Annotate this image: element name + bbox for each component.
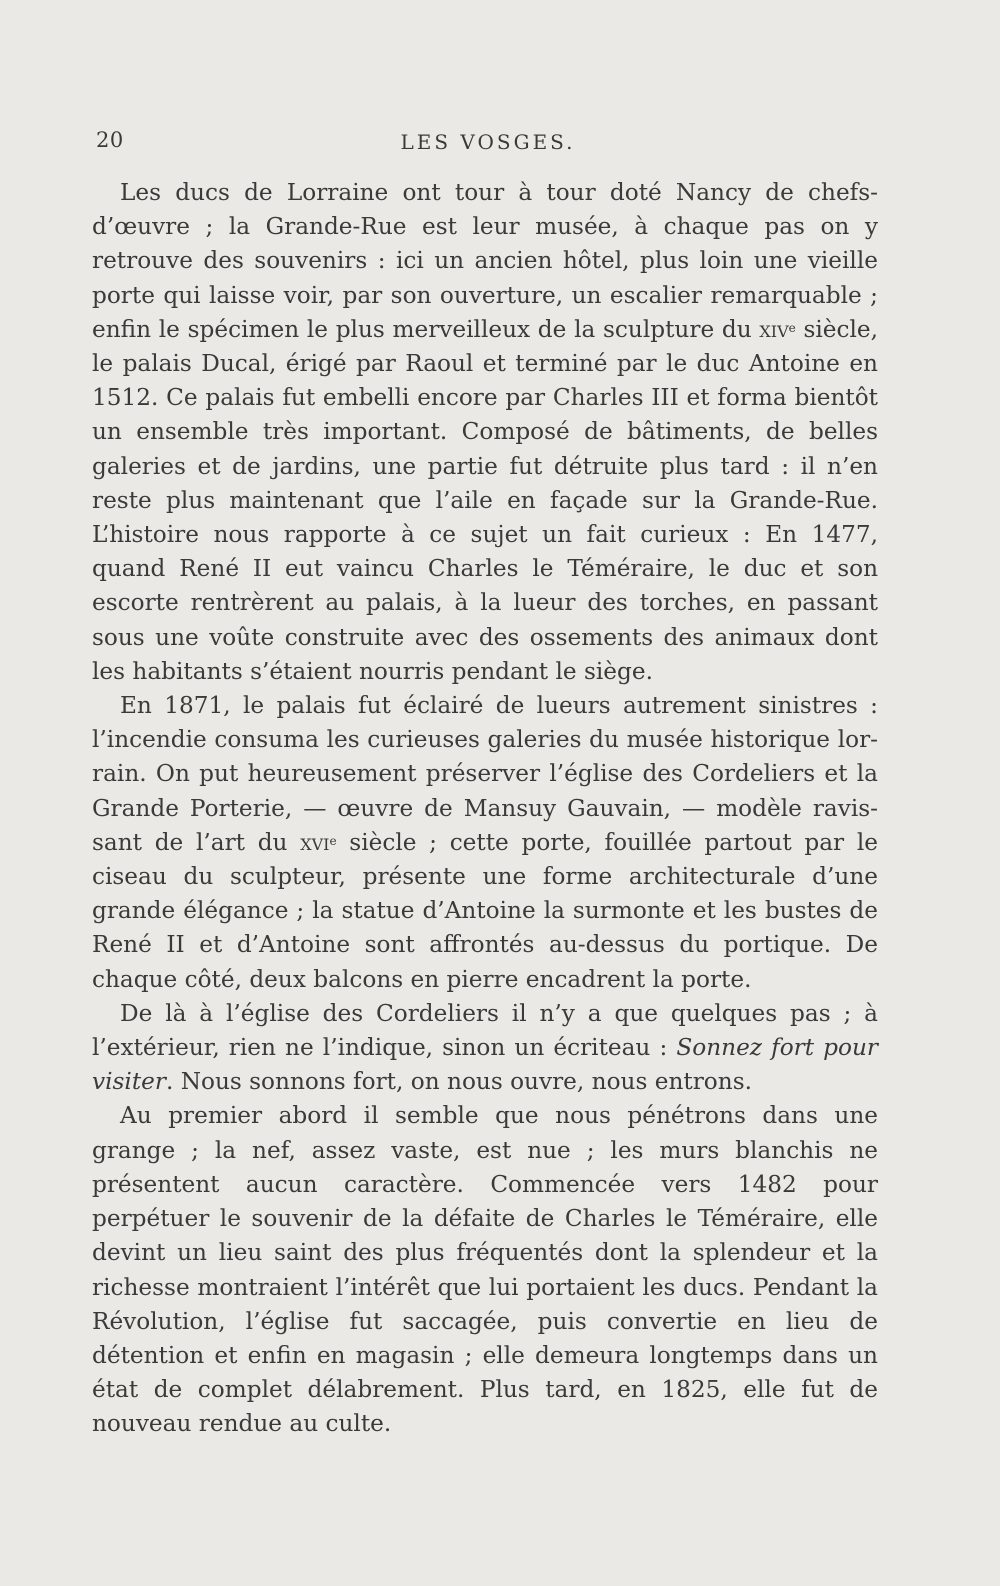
superscript: e <box>329 833 337 848</box>
text-run: . Nous sonnons fort, on nous ouvre, nous entrons. <box>165 1068 752 1096</box>
text-run: Au premier abord il semble que nous pénétrons dans une grange ; la nef, assez vaste, est nue ; les murs blanchis ne présentent aucun caractère. Commencée vers 1482 pour perpétuer le souvenir de la défaite de Charles le Téméraire, elle devint un lieu saint des plus fréquentés dont la splendeur et la richesse montraient l’intérêt que lui portaient les ducs. Pendant la Révolution, l’église fut saccagée, puis convertie en lieu de détention et enfin en magasin ; elle demeura longtemps dans un état de complet délabrement. Plus tard, en 1825, elle fut de nouveau rendue au culte. <box>92 1102 878 1438</box>
century-numeral: xvi <box>300 828 330 856</box>
paragraph <box>92 1099 878 1441</box>
text-run: En 1871, le palais fut éclairé de lueurs autrement sinistres : l’incendie consuma les curieuses galeries du musée historique lorrain. On put heureusement préserver l’église des Cordeliers et la Grande Porterie, — œuvre de Mansuy Gauvain, — modèle ravissant de l’art du <box>92 692 878 856</box>
paragraph <box>92 997 878 1100</box>
text-run: siècle, le palais Ducal, érigé par Raoul et terminé par le duc Antoine en 1512. Ce palais fut embelli encore par Charles III et forma bientôt un ensemble très important. Composé de bâtiments, de belles galeries et de jardins, une partie fut détruite plus tard : il n’en reste plus maintenant que l’aile en façade sur la Grande-Rue. L’histoire nous rapporte à ce sujet un fait curieux : En 1477, quand René II eut vaincu Charles le Téméraire, le duc et son escorte rentrèrent au palais, à la lueur des torches, en passant sous une voûte construite avec des ossements des animaux dont les habitants s’étaient nourris pendant le siège. <box>92 315 878 685</box>
superscript: e <box>788 320 796 335</box>
running-title: LES VOSGES. <box>400 130 576 154</box>
text-run: siècle ; cette porte, fouillée partout par le ciseau du sculpteur, présente une forme architecturale d’une grande élégance ; la statue d’Antoine la surmonte et les bustes de René II et d’Antoine sont affrontés au-dessus du portique. De chaque côté, deux balcons en pierre encadrent la porte. <box>92 828 878 993</box>
body-text <box>92 176 878 1442</box>
text-run: Les ducs de Lorraine ont tour à tour doté Nancy de chefs-d’œuvre ; la Grande-Rue est leur musée, à chaque pas on y retrouve des souvenirs : ici un ancien hôtel, plus loin une vieille porte qui laisse voir, par son ouverture, un escalier remarquable ; enfin le spécimen le plus merveilleux de la sculpture du <box>92 179 878 343</box>
paragraph <box>92 176 878 689</box>
century-numeral: xiv <box>759 315 789 343</box>
page-header <box>96 128 880 162</box>
italic-sign-text: Sonnez fort pour visiter <box>92 1034 878 1096</box>
text-run: De là à l’église des Cordeliers il n’y a que quelques pas ; à l’extérieur, rien ne l’indique, sinon un écriteau : <box>92 999 878 1062</box>
paragraph <box>92 689 878 997</box>
page-number: 20 <box>96 128 124 152</box>
